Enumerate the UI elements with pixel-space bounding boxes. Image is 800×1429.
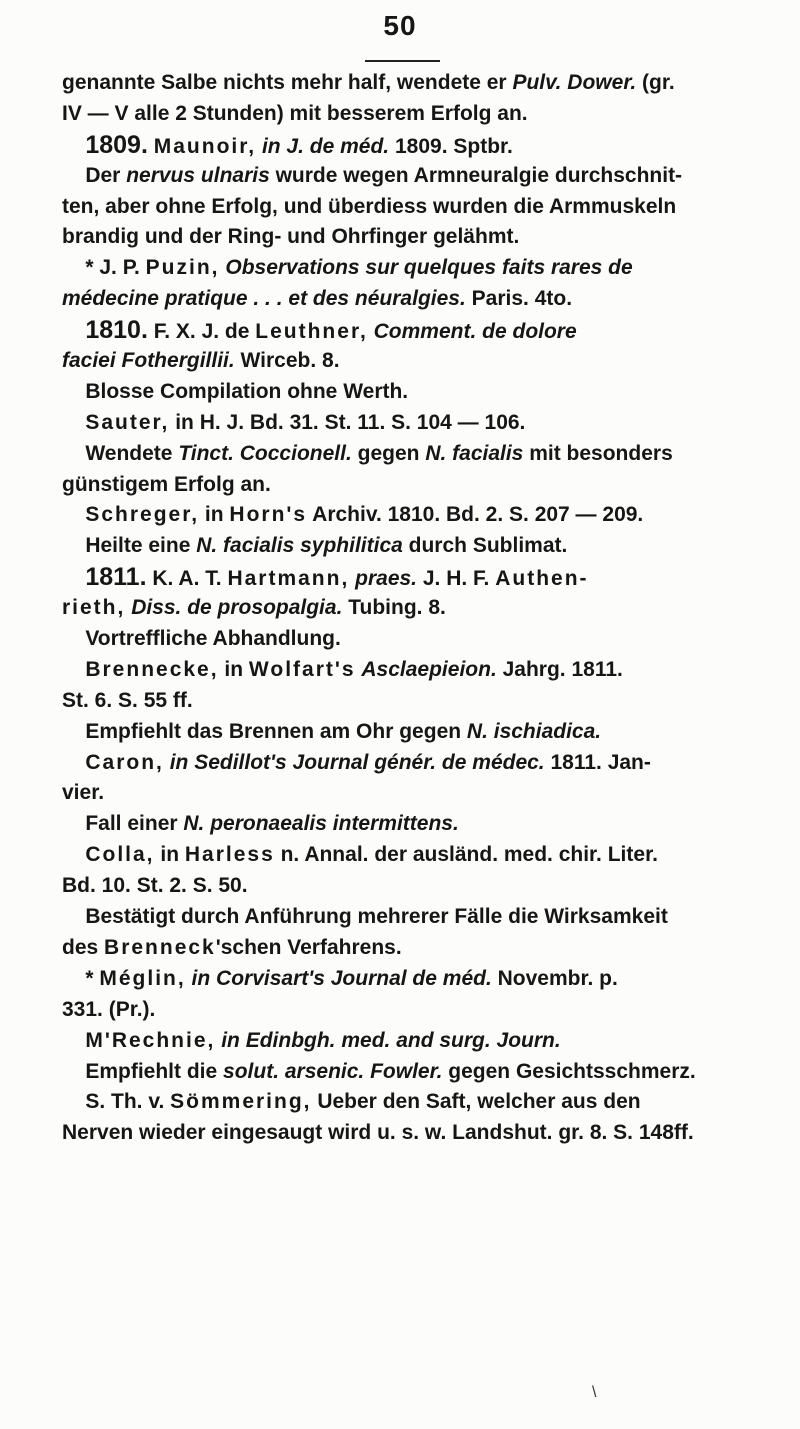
- text-run: Tubing. 8.: [342, 596, 446, 620]
- text-run: Vortreffliche Abhandlung.: [62, 627, 341, 651]
- text-line: [62, 809, 770, 840]
- text-run: in: [154, 843, 185, 867]
- text-line: [62, 655, 770, 686]
- text-run: gegen: [351, 441, 426, 465]
- footer-mark: \: [592, 1384, 597, 1401]
- text-line: [62, 1026, 770, 1057]
- text-line: [62, 1118, 770, 1149]
- text-run: [62, 1029, 85, 1052]
- year-heading: 1809.: [85, 130, 148, 159]
- text-run: durch Sublimat.: [402, 534, 568, 558]
- text-line: [62, 253, 770, 284]
- italic-title: in Corvisart's Journal de méd.: [191, 966, 492, 990]
- author-name: Brenneck: [104, 935, 216, 959]
- body-text: [62, 68, 770, 1149]
- author-name: Méglin,: [99, 966, 186, 990]
- text-run: Blosse Compilation ohne Werth.: [62, 379, 409, 403]
- text-line: [62, 902, 770, 933]
- text-line: [62, 192, 770, 223]
- text-line: [62, 717, 770, 748]
- text-run: Archiv. 1810. Bd. 2. S. 207 — 209.: [307, 503, 644, 527]
- text-line: [62, 346, 770, 377]
- author-name: Schreger,: [85, 503, 200, 527]
- text-run: 1811. Jan-: [544, 750, 651, 774]
- text-line: [62, 99, 770, 130]
- italic-title: Asclaepieion.: [361, 657, 497, 681]
- text-line: [62, 593, 770, 624]
- text-run: [62, 658, 85, 681]
- text-run: vier.: [62, 781, 105, 805]
- italic-title: N. facialis syphilitica: [196, 534, 403, 558]
- text-run: Heilte eine: [62, 534, 197, 558]
- text-run: Bestätigt durch Anführung mehrerer Fälle die Wirksamkeit: [62, 905, 668, 929]
- text-line: [62, 871, 770, 902]
- text-run: [62, 411, 85, 434]
- author-name: Colla,: [85, 843, 155, 867]
- text-run: Wirceb. 8.: [234, 349, 340, 373]
- text-run: [62, 135, 85, 158]
- text-line: [62, 686, 770, 717]
- text-line: [62, 995, 770, 1026]
- text-line: [62, 408, 770, 439]
- text-line: [62, 500, 770, 531]
- text-run: [62, 751, 85, 774]
- year-heading: 1810.: [85, 316, 148, 345]
- text-run: Ueber den Saft, welcher aus den: [311, 1090, 641, 1114]
- text-run: Bd. 10. St. 2. S. 50.: [62, 874, 248, 898]
- text-run: Empfiehlt das Brennen am Ohr gegen: [62, 719, 467, 743]
- text-run: * J. P.: [62, 256, 146, 280]
- text-line: [62, 748, 770, 779]
- author-name: Wolfart's: [248, 657, 356, 681]
- text-run: IV — V alle 2 Stunden) mit besserem Erfolg an.: [62, 101, 528, 125]
- author-name: Brennecke,: [85, 657, 219, 681]
- text-run: in H. J. Bd. 31. St. 11. S. 104 — 106.: [169, 410, 526, 434]
- text-line: [62, 439, 770, 470]
- text-run: [62, 503, 85, 526]
- text-run: Wendete: [62, 441, 179, 465]
- page-number: 50: [383, 10, 417, 41]
- italic-title: Comment. de dolore: [373, 320, 577, 344]
- text-line: [62, 68, 770, 99]
- text-line: [62, 840, 770, 871]
- text-line: [62, 222, 770, 253]
- text-run: S. Th. v.: [62, 1090, 171, 1114]
- year-heading: 1811.: [85, 563, 147, 592]
- text-run: Jahrg. 1811.: [496, 657, 623, 681]
- author-name: Sauter,: [85, 410, 170, 434]
- text-run: [62, 320, 85, 343]
- author-name: rieth,: [62, 596, 126, 620]
- italic-title: faciei Fothergillii.: [62, 349, 235, 373]
- italic-title: in Sedillot's Journal génér. de médec.: [169, 750, 545, 774]
- italic-title: Tinct. Coccionell.: [178, 441, 352, 465]
- text-run: St. 6. S. 55 ff.: [62, 688, 193, 712]
- text-run: günstigem Erfolg an.: [62, 472, 271, 496]
- author-name: Sömmering,: [170, 1090, 312, 1114]
- text-run: Empfiehlt die: [62, 1059, 224, 1083]
- author-name: Puzin,: [145, 256, 220, 280]
- text-run: mit besonders: [523, 441, 673, 465]
- text-line: [62, 470, 770, 501]
- text-line: [62, 778, 770, 809]
- text-run: genannte Salbe nichts mehr half, wendete er: [62, 71, 513, 94]
- text-run: 331. (Pr.).: [62, 997, 156, 1021]
- text-run: Paris. 4to.: [465, 287, 573, 311]
- author-name: Leuthner,: [255, 320, 368, 344]
- text-run: Fall einer: [62, 812, 184, 836]
- text-run: 1809. Sptbr.: [389, 134, 513, 158]
- text-run: F. X. J. de: [147, 320, 256, 344]
- italic-title: in J. de méd.: [261, 134, 390, 158]
- text-line: [62, 1057, 770, 1088]
- italic-title: praes.: [355, 567, 418, 591]
- text-line: [62, 624, 770, 655]
- text-line: [62, 562, 770, 593]
- text-run: [62, 843, 85, 866]
- author-name: Harless: [184, 843, 275, 867]
- text-run: ten, aber ohne Erfolg, und überdiess wurden die Armmuskeln: [62, 194, 677, 218]
- text-run: Der: [62, 163, 127, 187]
- text-run: n. Annal. der ausländ. med. chir. Liter.: [274, 843, 658, 867]
- text-run: wurde wegen Armneuralgie durchschnit-: [269, 163, 683, 187]
- text-line: [62, 284, 770, 315]
- text-line: [62, 315, 770, 346]
- header-rule: [365, 60, 440, 62]
- text-line: [62, 377, 770, 408]
- text-line: [62, 161, 770, 192]
- text-run: gegen Gesichtsschmerz.: [442, 1059, 696, 1083]
- text-run: J. H. F.: [417, 567, 496, 591]
- italic-title: solut. arsenic. Fowler.: [223, 1059, 443, 1083]
- italic-title: Pulv. Dower.: [512, 71, 637, 94]
- text-run: Novembr. p.: [491, 966, 618, 990]
- italic-title: N. facialis: [425, 441, 524, 465]
- author-name: Maunoir,: [153, 134, 257, 158]
- italic-title: in Edinbgh. med. and surg. Journ.: [221, 1028, 561, 1052]
- text-line: [62, 531, 770, 562]
- italic-title: N. peronaealis intermittens.: [183, 812, 459, 836]
- text-run: Nerven wieder eingesaugt wird u. s. w. Landshut. gr. 8. S. 148ff.: [62, 1121, 694, 1145]
- italic-title: N. ischiadica.: [466, 719, 602, 743]
- text-run: des: [62, 935, 105, 959]
- text-run: 'schen Verfahrens.: [215, 935, 402, 959]
- text-line: [62, 130, 770, 161]
- author-name: Horn's: [229, 503, 308, 527]
- text-run: in: [218, 657, 249, 681]
- text-run: *: [62, 966, 100, 990]
- author-name: M'Rechnie,: [85, 1028, 216, 1052]
- text-run: in: [199, 503, 230, 527]
- text-run: (gr.: [636, 71, 675, 94]
- text-line: [62, 964, 770, 995]
- italic-title: nervus ulnaris: [126, 163, 270, 187]
- text-run: K. A. T.: [146, 567, 228, 591]
- italic-title: médecine pratique . . . et des néuralgies.: [62, 287, 466, 311]
- italic-title: Diss. de prosopalgia.: [131, 596, 343, 620]
- author-name: Hartmann,: [227, 567, 350, 591]
- text-line: [62, 1087, 770, 1118]
- text-run: brandig und der Ring- und Ohrfinger gelähmt.: [62, 225, 520, 249]
- text-run: [62, 567, 85, 590]
- text-line: [62, 933, 770, 964]
- author-name: Authen-: [495, 567, 589, 591]
- italic-title: Observations sur quelques faits rares de: [225, 256, 633, 280]
- author-name: Caron,: [85, 750, 164, 774]
